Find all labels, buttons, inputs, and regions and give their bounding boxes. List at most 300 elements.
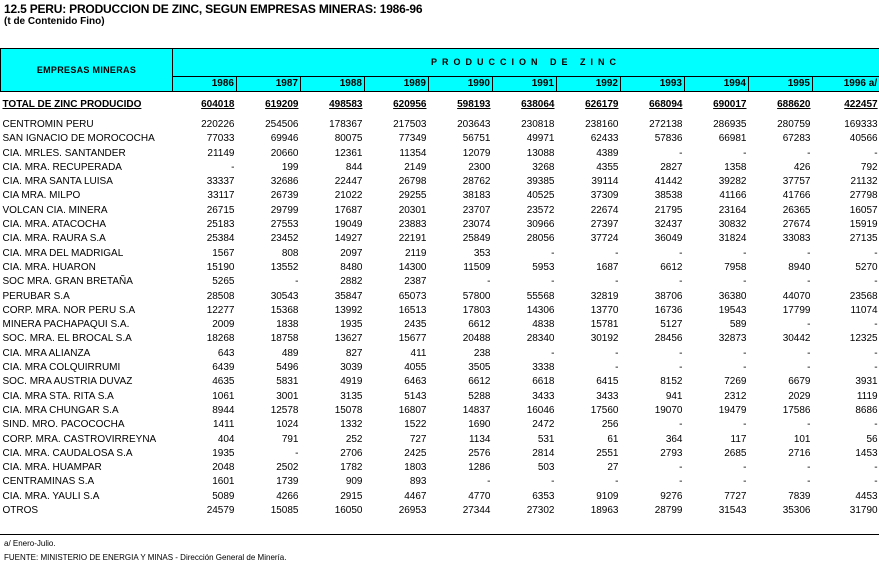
production-value: 37757: [782, 176, 811, 188]
production-value: 15919: [849, 219, 878, 231]
company-name: VOLCAN CIA. MINERA: [2, 204, 108, 216]
production-value: 2387: [404, 276, 427, 288]
production-value: 2300: [468, 161, 491, 173]
production-value: -: [874, 147, 878, 159]
production-value: 404: [217, 433, 235, 445]
production-value: -: [295, 447, 299, 459]
year-header: 1995: [749, 77, 813, 92]
production-value: 25384: [206, 233, 235, 245]
company-name: CIA. MRA. CAUDALOSA S.A: [2, 447, 133, 459]
production-value: 3135: [340, 390, 363, 402]
production-value: 893: [409, 476, 427, 488]
company-name: CIA. MRA. HUAMPAR: [2, 462, 102, 474]
production-value: 808: [281, 247, 299, 259]
production-value: 2706: [340, 447, 363, 459]
table-row: [1, 390, 879, 404]
production-value: 280759: [777, 119, 811, 130]
production-value: 26715: [206, 204, 235, 216]
production-value: -: [743, 147, 747, 159]
production-value: 41166: [719, 190, 747, 202]
production-value: 15085: [270, 505, 299, 517]
production-value: 57800: [462, 290, 491, 302]
production-value: 26739: [270, 190, 299, 202]
production-value: 353: [473, 247, 491, 259]
table-row: [1, 204, 879, 218]
production-value: 67283: [782, 133, 811, 145]
table-row: [1, 261, 879, 275]
production-value: 19049: [334, 219, 363, 231]
company-name: CIA. MRA. YAULI S.A: [2, 490, 100, 502]
production-value: 1739: [276, 476, 299, 488]
table-row: [1, 247, 879, 261]
production-value: 31824: [718, 233, 747, 245]
production-value: 1687: [596, 261, 619, 273]
production-value: 21795: [654, 204, 683, 216]
production-value: 8686: [855, 404, 878, 416]
table-row: [1, 290, 879, 304]
table-row: [1, 189, 879, 203]
production-value: 41442: [654, 176, 683, 188]
year-header: 1994: [685, 77, 749, 92]
production-value: 1119: [856, 390, 878, 402]
production-value: -: [874, 476, 878, 488]
production-value: 217503: [393, 119, 427, 130]
production-value: 941: [665, 390, 683, 402]
production-value: -: [743, 419, 747, 431]
production-value: 8940: [788, 261, 811, 273]
production-value: 220226: [201, 119, 235, 130]
production-value: 30543: [270, 290, 299, 302]
production-value: 12277: [206, 304, 235, 316]
production-value: 6612: [660, 261, 683, 273]
production-value: 26798: [398, 176, 427, 188]
production-value: 6618: [532, 376, 555, 388]
production-value: -: [743, 362, 747, 374]
footnote: a/ Enero-Julio.: [4, 539, 56, 548]
production-value: -: [874, 362, 878, 374]
year-header: 1996 a/: [813, 77, 879, 92]
company-name: CIA. MRA. ATACOCHA: [2, 219, 107, 231]
production-value: 643: [217, 347, 235, 359]
production-value: -: [743, 462, 747, 474]
production-value: 23568: [849, 290, 878, 302]
production-value: 14300: [398, 261, 427, 273]
total-label: TOTAL DE ZINC PRODUCIDO: [2, 99, 142, 110]
production-value: 31790: [849, 505, 878, 517]
source-note: FUENTE: MINISTERIO DE ENERGIA Y MINAS - Dirección General de Minería.: [4, 553, 287, 562]
table-subtitle: (t de Contenido Fino): [4, 16, 105, 27]
production-value: 8152: [660, 376, 683, 388]
production-value: 12361: [334, 147, 363, 159]
company-name: OTROS: [2, 505, 39, 517]
production-value: -: [874, 319, 878, 331]
production-value: 2576: [468, 447, 491, 459]
production-value: 27553: [270, 219, 299, 231]
company-name: CIA MRA. MILPO: [2, 190, 81, 202]
production-value: 238: [473, 347, 491, 359]
production-value: -: [807, 147, 811, 159]
production-value: 55568: [526, 290, 555, 302]
production-value: 23164: [718, 204, 747, 216]
production-value: -: [807, 476, 811, 488]
production-value: 489: [281, 347, 299, 359]
production-value: 4355: [596, 161, 619, 173]
production-value: 31543: [718, 505, 747, 517]
company-name: CIA. MRA. RAURA S.A: [2, 233, 106, 245]
production-value: 69946: [270, 133, 299, 145]
production-value: 286935: [713, 119, 747, 130]
company-name: CIA. MRA COLQUIRRUMI: [2, 362, 121, 374]
production-value: 4266: [276, 490, 299, 502]
production-value: 2716: [788, 447, 811, 459]
production-value: 5089: [212, 490, 235, 502]
table-row: [1, 418, 879, 432]
production-value: 16736: [654, 304, 683, 316]
production-value: 1838: [276, 319, 299, 331]
total-value: 619209: [265, 99, 299, 110]
production-value: 1061: [212, 390, 235, 402]
production-value: 3433: [532, 390, 555, 402]
total-value: 638064: [521, 99, 555, 110]
production-value: -: [615, 276, 619, 288]
production-value: 1332: [340, 419, 363, 431]
production-value: 9109: [596, 490, 619, 502]
production-value: 8480: [340, 261, 363, 273]
company-name: CIA. MRA. RECUPERADA: [2, 161, 122, 173]
production-value: 16050: [334, 505, 363, 517]
production-value: -: [615, 247, 619, 259]
production-value: 7727: [724, 490, 747, 502]
production-value: 38706: [654, 290, 683, 302]
production-value: -: [679, 247, 683, 259]
production-value: -: [743, 476, 747, 488]
production-value: 16057: [849, 204, 878, 216]
production-value: -: [807, 319, 811, 331]
production-value: 33117: [207, 190, 235, 202]
table-row: [1, 161, 879, 175]
production-value: 38183: [462, 190, 491, 202]
production-value: 4770: [468, 490, 491, 502]
production-value: 13552: [270, 261, 299, 273]
total-value: 668094: [649, 99, 683, 110]
year-header: 1987: [237, 77, 301, 92]
production-value: 56751: [462, 133, 491, 145]
production-value: 4389: [596, 147, 619, 159]
companies-header: EMPRESAS MINERAS: [1, 49, 173, 92]
total-value: 598193: [457, 99, 491, 110]
production-value: 5143: [404, 390, 427, 402]
production-value: 33083: [782, 233, 811, 245]
production-value: 18963: [590, 505, 619, 517]
production-value: -: [487, 476, 491, 488]
production-value: 28799: [654, 505, 683, 517]
production-value: -: [874, 462, 878, 474]
production-value: 4919: [340, 376, 363, 388]
production-value: 199: [281, 161, 299, 173]
production-value: -: [487, 276, 491, 288]
production-value: 2882: [340, 276, 363, 288]
production-value: -: [807, 347, 811, 359]
company-name: CIA. MRA. HUARON: [2, 261, 96, 273]
production-value: 13627: [334, 333, 363, 345]
total-value: 620956: [393, 99, 427, 110]
production-value: 1522: [404, 419, 427, 431]
production-value: 32873: [718, 333, 747, 345]
table-row: [1, 404, 879, 418]
year-header: 1991: [493, 77, 557, 92]
production-value: 2029: [788, 390, 811, 402]
production-value: -: [807, 462, 811, 474]
production-value: 101: [793, 433, 811, 445]
production-value: 11354: [399, 147, 427, 159]
company-name: CORP. MRA. CASTROVIRREYNA: [2, 433, 157, 445]
production-value: -: [551, 347, 555, 359]
production-value: 28508: [206, 290, 235, 302]
production-value: -: [551, 247, 555, 259]
production-value: -: [743, 347, 747, 359]
production-value: 44070: [782, 290, 811, 302]
production-value: 4055: [404, 362, 427, 374]
production-value: 29255: [398, 190, 427, 202]
production-value: 21149: [207, 147, 235, 159]
production-value: 792: [860, 161, 878, 173]
production-value: 27344: [462, 505, 491, 517]
production-value: 23452: [270, 233, 299, 245]
production-value: 29799: [270, 204, 299, 216]
table-row: [1, 347, 879, 361]
production-value: 791: [281, 433, 299, 445]
production-value: 7839: [788, 490, 811, 502]
production-value: 22674: [590, 204, 619, 216]
production-value: 11074: [850, 304, 878, 316]
production-value: 22447: [334, 176, 363, 188]
production-value: 6612: [468, 319, 491, 331]
production-value: 18758: [270, 333, 299, 345]
production-value: -: [679, 362, 683, 374]
production-value: 13992: [334, 304, 363, 316]
production-value: -: [615, 362, 619, 374]
production-value: 6612: [468, 376, 491, 388]
production-value: 62433: [590, 133, 619, 145]
production-value: 2551: [596, 447, 619, 459]
production-value: 1286: [468, 462, 491, 474]
production-value: 22191: [398, 233, 427, 245]
production-value: 364: [665, 433, 683, 445]
production-value: 32819: [590, 290, 619, 302]
production-value: 3268: [532, 161, 555, 173]
year-header: 1990: [429, 77, 493, 92]
production-value: -: [679, 276, 683, 288]
production-value: 28762: [462, 176, 491, 188]
production-value: 14837: [462, 404, 491, 416]
production-value: 1782: [340, 462, 363, 474]
production-value: 8944: [212, 404, 235, 416]
production-value: 7269: [724, 376, 747, 388]
production-value: 13770: [590, 304, 619, 316]
production-value: 23572: [526, 204, 555, 216]
production-value: 4453: [855, 490, 878, 502]
production-value: 23074: [462, 219, 491, 231]
production-value: 77033: [206, 133, 235, 145]
production-value: 9276: [660, 490, 683, 502]
company-name: SIND. MRO. PACOCOCHA: [2, 419, 125, 431]
production-value: 21022: [334, 190, 363, 202]
production-value: 28456: [654, 333, 683, 345]
production-value: 24579: [206, 505, 235, 517]
production-value: 230818: [521, 119, 555, 130]
production-value: 178367: [329, 119, 363, 130]
table-row: [1, 218, 879, 232]
production-value: 28340: [526, 333, 555, 345]
production-value: -: [874, 419, 878, 431]
production-value: 1803: [404, 462, 427, 474]
production-value: -: [874, 347, 878, 359]
production-value: -: [807, 276, 811, 288]
production-value: 39282: [718, 176, 747, 188]
production-value: 27798: [849, 190, 878, 202]
table-row: [1, 175, 879, 189]
production-value: 1567: [212, 247, 235, 259]
production-value: 61: [607, 433, 619, 445]
year-header: 1989: [365, 77, 429, 92]
table-row: [1, 475, 879, 489]
production-value: 6439: [212, 362, 235, 374]
production-value: 15781: [590, 319, 619, 331]
production-value: -: [874, 276, 878, 288]
production-value: 18268: [206, 333, 235, 345]
production-value: 17803: [462, 304, 491, 316]
production-value: 411: [410, 347, 427, 359]
production-value: 80075: [334, 133, 363, 145]
production-value: 1453: [855, 447, 878, 459]
company-name: CENTROMIN PERU: [2, 119, 94, 130]
production-value: 20660: [270, 147, 299, 159]
production-value: 36380: [718, 290, 747, 302]
production-value: 39114: [591, 176, 619, 188]
production-value: 16046: [526, 404, 555, 416]
production-value: 32686: [270, 176, 299, 188]
company-name: PERUBAR S.A: [2, 290, 70, 302]
production-value: 1601: [212, 476, 235, 488]
production-value: 33337: [206, 176, 235, 188]
production-value: 5270: [855, 261, 878, 273]
production-value: 6415: [596, 376, 619, 388]
production-value: 27302: [526, 505, 555, 517]
company-name: CIA. MRA ALIANZA: [2, 347, 91, 359]
production-value: 1935: [340, 319, 363, 331]
production-value: 4467: [404, 490, 427, 502]
production-value: 30832: [718, 219, 747, 231]
production-value: -: [679, 419, 683, 431]
company-name: SAN IGNACIO DE MOROCOCHA: [2, 133, 155, 145]
production-value: 23883: [398, 219, 427, 231]
production-value: 26365: [782, 204, 811, 216]
production-value: -: [807, 362, 811, 374]
production-value: 203643: [457, 119, 491, 130]
table-row: [1, 490, 879, 504]
production-value: 28056: [526, 233, 555, 245]
production-value: 2149: [404, 161, 427, 173]
production-value: 41766: [782, 190, 811, 202]
production-value: 11509: [463, 261, 491, 273]
total-value: 422457: [844, 99, 878, 110]
production-value: 30442: [782, 333, 811, 345]
production-value: 1358: [724, 161, 747, 173]
company-name: CIA. MRLES. SANTANDER: [2, 147, 126, 159]
table-row: [1, 375, 879, 389]
company-name: CIA. MRA CHUNGAR S.A: [2, 404, 119, 416]
production-value: 2827: [660, 161, 683, 173]
company-name: CIA. MRA STA. RITA S.A: [2, 390, 114, 402]
production-value: 20301: [398, 204, 427, 216]
production-value: 37724: [590, 233, 619, 245]
table-row: [1, 232, 879, 246]
production-value: -: [743, 247, 747, 259]
production-value: 15190: [206, 261, 235, 273]
production-header: PRODUCCION DE ZINC: [173, 49, 879, 77]
production-value: -: [295, 276, 299, 288]
production-value: 2915: [340, 490, 363, 502]
production-value: 238160: [585, 119, 619, 130]
production-value: 12325: [849, 333, 878, 345]
production-value: 827: [345, 347, 363, 359]
production-value: 19543: [718, 304, 747, 316]
production-value: 909: [345, 476, 363, 488]
production-value: 589: [729, 319, 747, 331]
production-value: 2814: [532, 447, 555, 459]
production-value: 1690: [468, 419, 491, 431]
production-value: 35847: [334, 290, 363, 302]
table-title: 12.5 PERU: PRODUCCION DE ZINC, SEGUN EMPRESAS MINERAS: 1986-96: [4, 2, 423, 16]
production-value: 4635: [212, 376, 235, 388]
production-value: -: [679, 476, 683, 488]
production-value: 2009: [212, 319, 235, 331]
company-name: CIA. MRA DEL MADRIGAL: [2, 247, 124, 259]
production-value: 117: [730, 433, 747, 445]
production-value: 256: [601, 419, 619, 431]
production-value: 36049: [654, 233, 683, 245]
production-value: 1935: [212, 447, 235, 459]
production-value: 4838: [532, 319, 555, 331]
total-value: 688620: [777, 99, 811, 110]
production-value: 25183: [206, 219, 235, 231]
year-header: 1992: [557, 77, 621, 92]
production-value: -: [807, 419, 811, 431]
production-value: 5831: [276, 376, 299, 388]
production-value: 32437: [654, 219, 683, 231]
production-value: 2502: [276, 462, 299, 474]
table-row: [1, 132, 879, 146]
production-value: 5127: [660, 319, 683, 331]
zinc-production-table: [0, 48, 879, 518]
production-value: 26953: [398, 505, 427, 517]
production-value: 30966: [526, 219, 555, 231]
production-value: -: [679, 347, 683, 359]
production-value: 12578: [270, 404, 299, 416]
total-value: 690017: [713, 99, 747, 110]
production-value: 169333: [844, 119, 878, 130]
table-row: [1, 332, 879, 346]
table-row: [1, 118, 879, 132]
production-value: -: [807, 247, 811, 259]
production-value: 27135: [849, 233, 878, 245]
production-value: 35306: [782, 505, 811, 517]
production-value: 2425: [404, 447, 427, 459]
production-value: 3039: [340, 362, 363, 374]
production-value: 49971: [526, 133, 555, 145]
production-value: 40525: [526, 190, 555, 202]
production-value: 1024: [276, 419, 299, 431]
